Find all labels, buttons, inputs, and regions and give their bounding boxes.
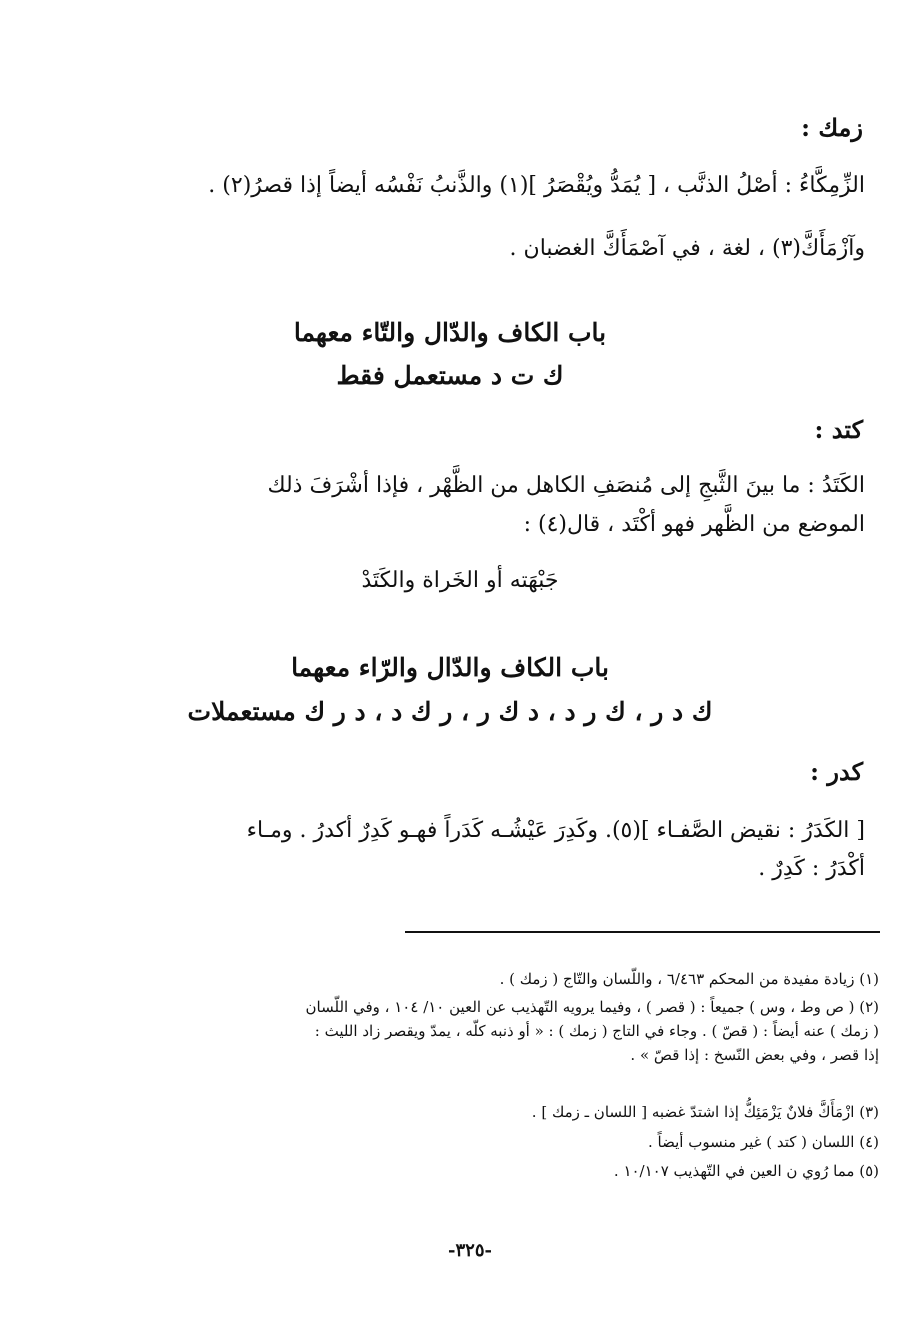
footnote-4: (٤) اللسان ( كتد ) غير منسوب أيضاً .	[648, 1133, 879, 1151]
entry-zamk-line-2: وآزْمَأَكَّ(٣) ، لغة ، في آصْمَأَكَّ الغضبان .	[509, 236, 865, 261]
entry-heading-katad: كتد :	[814, 415, 863, 444]
verse-line: جَبْهَته أو الخَراة والكَتَدْ	[361, 568, 559, 593]
footnote-1: (١) زيادة مفيدة من المحكم ٦/٤٦٣ ، واللّسان والتّاج ( زمك ) .	[499, 970, 879, 988]
entry-katad-line-2: الموضع من الظَّهر فهو أكْتَد ، قال(٤) :	[523, 512, 865, 537]
entry-heading-zamk: زمك :	[801, 113, 863, 142]
page-number: -٣٢٥-	[448, 1240, 492, 1261]
section-title-kdr: باب الكاف والدّال والرّاء معهما	[291, 653, 609, 682]
entry-heading-kadar: كدر :	[810, 757, 863, 786]
section-subtitle-ktd: ك ت د مستعمل فقط	[336, 361, 564, 390]
footnote-2-line-3: إذا قصر ، وفي بعض النّسخ : إذا قصّ » .	[630, 1046, 879, 1064]
entry-kadar-line-2: أكْدَرُ : كَدِرٌ .	[758, 856, 865, 881]
section-title-ktd: باب الكاف والدّال والتّاء معهما	[293, 318, 607, 347]
entry-kadar-line-1: [ الكَدَرُ : نقيض الصَّفـاء ](٥). وكَدِرَ عَيْشُـه كَدَراً فهـو كَدِرٌ أكدرُ . ومـاء	[246, 818, 865, 843]
footnote-3: (٣) ازْمَأَكَّ فلانٌ يَزْمَئِكُّ إذا اشتدّ غضبه [ اللسان ـ زمك ] .	[531, 1103, 879, 1121]
entry-zamk-line-1: الزِّمِكَّاءُ : أصْلُ الذنَّب ، [ يُمَدُّ ويُقْصَرُ ](١) والذَّنبُ نَفْسُه أيضاً إذا قصرُ(٢) .	[208, 173, 865, 198]
footnote-divider	[405, 931, 880, 933]
footnote-5: (٥) مما رُوي ن العين في التّهذيب ١٠/١٠٧ .	[613, 1162, 879, 1180]
footnote-2-line-2: ( زمك ) عنه أيضاً : ( قصّ ) . وجاء في التاج ( زمك ) : « أو ذنبه كلّه ، يمدّ ويقصر زاد الليث :	[314, 1022, 879, 1040]
entry-katad-line-1: الكَتَدُ : ما بينَ الثَّبجِ إلى مُنصَفِ الكاهل من الظَّهْر ، فإذا أشْرَفَ ذلك	[267, 473, 865, 498]
section-subtitle-kdr: ك د ر ، ك ر د ، د ك ر ، ر ك د ، د ر ك مستعملات	[187, 697, 713, 726]
footnote-2-line-1: (٢) ( ص وط ، وس ) جميعاً : ( قصر ) ، وفيما يرويه التّهذيب عن العين ١٠/ ١٠٤ ، وفي اللّسان	[305, 998, 879, 1016]
